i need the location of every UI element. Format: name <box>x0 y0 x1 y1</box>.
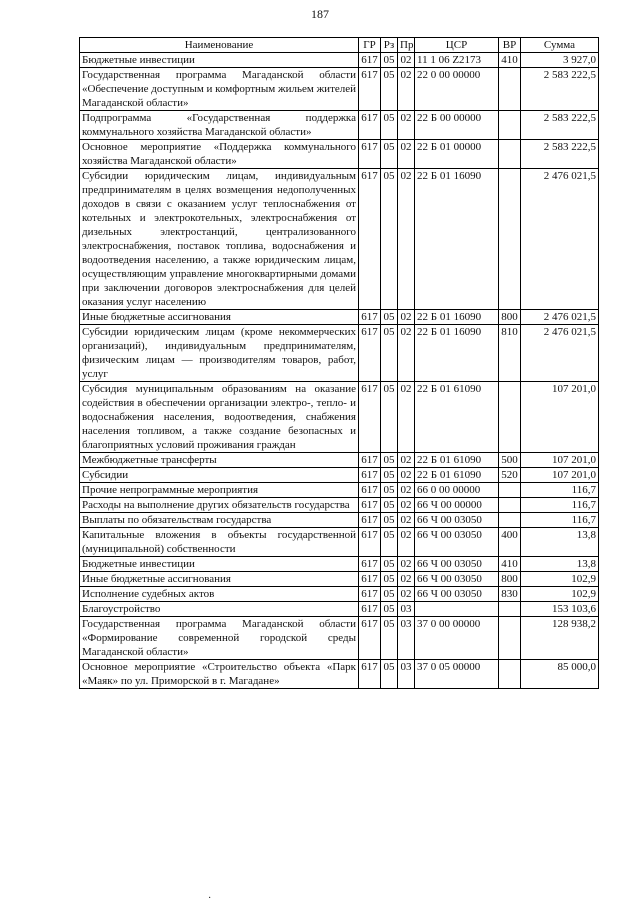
cell-rz: 05 <box>381 325 398 382</box>
cell-csr: 22 Б 01 16090 <box>415 325 499 382</box>
cell-sum: 13,8 <box>521 528 599 557</box>
cell-sum: 102,9 <box>521 587 599 602</box>
cell-gr: 617 <box>359 617 381 660</box>
cell-vr: 830 <box>499 587 521 602</box>
cell-vr <box>499 617 521 660</box>
cell-vr: 410 <box>499 53 521 68</box>
header-rz: Рз <box>381 38 398 53</box>
cell-vr <box>499 382 521 453</box>
cell-sum: 2 476 021,5 <box>521 325 599 382</box>
cell-gr: 617 <box>359 169 381 310</box>
cell-csr: 22 Б 01 16090 <box>415 169 499 310</box>
table-row <box>80 587 599 602</box>
cell-gr: 617 <box>359 483 381 498</box>
cell-rz: 05 <box>381 557 398 572</box>
cell-vr: 810 <box>499 325 521 382</box>
cell-name: Основное мероприятие «Поддержка коммунального хозяйства Магаданской области» <box>80 140 359 169</box>
table-row <box>80 483 599 498</box>
cell-vr: 800 <box>499 572 521 587</box>
cell-pr: 02 <box>398 68 415 111</box>
cell-name: Субсидии юридическим лицам, индивидуальным предпринимателям в целях возмещения недополученных доходов в связи с оказанием услуг теплоснабжения от котельных и электрокотельных, электроснабжения от дизельных электростанций, централизованного электроснабжения, поставок топлива, водоснабжения и водоотведения населению, а также юридическим лицам, осуществляющим управление многоквартирными домами при заключении договоров электроснабжения для целей оказания услуг населению <box>80 169 359 310</box>
table-row <box>80 111 599 140</box>
cell-name: Прочие непрограммные мероприятия <box>80 483 359 498</box>
cell-rz: 05 <box>381 528 398 557</box>
cell-vr: 400 <box>499 528 521 557</box>
cell-rz: 05 <box>381 498 398 513</box>
cell-csr <box>415 602 499 617</box>
cell-vr <box>499 483 521 498</box>
table-row <box>80 53 599 68</box>
cell-pr: 02 <box>398 587 415 602</box>
header-row <box>80 38 599 53</box>
cell-name: Бюджетные инвестиции <box>80 557 359 572</box>
cell-rz: 05 <box>381 660 398 689</box>
cell-pr: 02 <box>398 382 415 453</box>
cell-csr: 22 Б 01 61090 <box>415 382 499 453</box>
cell-vr <box>499 68 521 111</box>
cell-gr: 617 <box>359 325 381 382</box>
cell-name: Субсидия муниципальным образованиям на оказание содействия в обеспечении организации электро-, тепло- и водоснабжения населения, водоотведения, снабжения населения топливом, а также создание безопасных и благоприятных условий проживания граждан <box>80 382 359 453</box>
cell-pr: 02 <box>398 483 415 498</box>
cell-rz: 05 <box>381 468 398 483</box>
cell-vr: 520 <box>499 468 521 483</box>
cell-csr: 22 Б 00 00000 <box>415 111 499 140</box>
cell-name: Государственная программа Магаданской области «Обеспечение доступным и комфортным жильем жителей Магаданской области» <box>80 68 359 111</box>
table-row <box>80 513 599 528</box>
cell-pr: 02 <box>398 498 415 513</box>
cell-pr: 02 <box>398 528 415 557</box>
cell-pr: 03 <box>398 660 415 689</box>
cell-sum: 3 927,0 <box>521 53 599 68</box>
header-vr: ВР <box>499 38 521 53</box>
cell-rz: 05 <box>381 587 398 602</box>
cell-sum: 107 201,0 <box>521 453 599 468</box>
cell-name: Бюджетные инвестиции <box>80 53 359 68</box>
cell-gr: 617 <box>359 513 381 528</box>
cell-csr: 66 Ч 00 03050 <box>415 557 499 572</box>
cell-pr: 02 <box>398 310 415 325</box>
page-number: 187 <box>311 7 329 21</box>
cell-vr: 410 <box>499 557 521 572</box>
cell-name: Основное мероприятие «Строительство объекта «Парк «Маяк» по ул. Приморской в г. Магадане» <box>80 660 359 689</box>
cell-vr: 500 <box>499 453 521 468</box>
cell-pr: 02 <box>398 557 415 572</box>
cell-pr: 02 <box>398 572 415 587</box>
header-csr: ЦСР <box>415 38 499 53</box>
table-row <box>80 68 599 111</box>
cell-gr: 617 <box>359 498 381 513</box>
cell-csr: 66 0 00 00000 <box>415 483 499 498</box>
cell-rz: 05 <box>381 111 398 140</box>
cell-gr: 617 <box>359 468 381 483</box>
scan-dot: · <box>208 893 212 904</box>
cell-name: Благоустройство <box>80 602 359 617</box>
cell-pr: 02 <box>398 468 415 483</box>
cell-vr <box>499 111 521 140</box>
cell-vr <box>499 513 521 528</box>
cell-name: Иные бюджетные ассигнования <box>80 310 359 325</box>
cell-pr: 02 <box>398 111 415 140</box>
cell-csr: 66 Ч 00 03050 <box>415 528 499 557</box>
cell-gr: 617 <box>359 140 381 169</box>
table-row <box>80 325 599 382</box>
table-row <box>80 572 599 587</box>
table-row <box>80 602 599 617</box>
cell-sum: 102,9 <box>521 572 599 587</box>
cell-gr: 617 <box>359 528 381 557</box>
table-row <box>80 468 599 483</box>
table-row <box>80 310 599 325</box>
cell-csr: 37 0 05 00000 <box>415 660 499 689</box>
cell-vr <box>499 140 521 169</box>
cell-pr: 03 <box>398 602 415 617</box>
cell-pr: 02 <box>398 453 415 468</box>
cell-name: Исполнение судебных актов <box>80 587 359 602</box>
cell-pr: 02 <box>398 513 415 528</box>
cell-sum: 13,8 <box>521 557 599 572</box>
cell-sum: 116,7 <box>521 513 599 528</box>
cell-pr: 02 <box>398 169 415 310</box>
cell-name: Межбюджетные трансферты <box>80 453 359 468</box>
cell-gr: 617 <box>359 310 381 325</box>
cell-vr <box>499 498 521 513</box>
cell-gr: 617 <box>359 660 381 689</box>
table-row <box>80 140 599 169</box>
cell-sum: 2 583 222,5 <box>521 111 599 140</box>
header-pr: Пр <box>398 38 415 53</box>
cell-rz: 05 <box>381 382 398 453</box>
header-sum: Сумма <box>521 38 599 53</box>
cell-rz: 05 <box>381 453 398 468</box>
cell-rz: 05 <box>381 602 398 617</box>
cell-gr: 617 <box>359 68 381 111</box>
cell-gr: 617 <box>359 111 381 140</box>
cell-sum: 2 476 021,5 <box>521 310 599 325</box>
table-row <box>80 453 599 468</box>
cell-gr: 617 <box>359 572 381 587</box>
cell-gr: 617 <box>359 382 381 453</box>
cell-csr: 22 Б 01 61090 <box>415 453 499 468</box>
cell-csr: 66 Ч 00 03050 <box>415 513 499 528</box>
cell-vr <box>499 169 521 310</box>
cell-pr: 03 <box>398 617 415 660</box>
cell-sum: 128 938,2 <box>521 617 599 660</box>
cell-sum: 116,7 <box>521 483 599 498</box>
cell-vr <box>499 660 521 689</box>
cell-sum: 2 476 021,5 <box>521 169 599 310</box>
table-row <box>80 528 599 557</box>
cell-name: Субсидии юридическим лицам (кроме некоммерческих организаций), индивидуальным предпринимателям, физическим лицам — производителям товаров, работ, услуг <box>80 325 359 382</box>
cell-gr: 617 <box>359 602 381 617</box>
table-row <box>80 617 599 660</box>
header-name: Наименование <box>80 38 359 53</box>
table-row <box>80 169 599 310</box>
cell-csr: 37 0 00 00000 <box>415 617 499 660</box>
header-gr: ГР <box>359 38 381 53</box>
cell-rz: 05 <box>381 53 398 68</box>
cell-csr: 11 1 06 Z2173 <box>415 53 499 68</box>
cell-vr <box>499 602 521 617</box>
cell-name: Иные бюджетные ассигнования <box>80 572 359 587</box>
cell-name: Капитальные вложения в объекты государственной (муниципальной) собственности <box>80 528 359 557</box>
cell-csr: 66 Ч 00 00000 <box>415 498 499 513</box>
cell-name: Расходы на выполнение других обязательств государства <box>80 498 359 513</box>
cell-rz: 05 <box>381 310 398 325</box>
cell-gr: 617 <box>359 53 381 68</box>
cell-name: Выплаты по обязательствам государства <box>80 513 359 528</box>
cell-gr: 617 <box>359 453 381 468</box>
cell-csr: 66 Ч 00 03050 <box>415 587 499 602</box>
cell-rz: 05 <box>381 572 398 587</box>
cell-rz: 05 <box>381 140 398 169</box>
cell-pr: 02 <box>398 325 415 382</box>
cell-rz: 05 <box>381 483 398 498</box>
cell-rz: 05 <box>381 68 398 111</box>
table-row <box>80 557 599 572</box>
cell-csr: 22 Б 01 61090 <box>415 468 499 483</box>
cell-rz: 05 <box>381 169 398 310</box>
cell-vr: 800 <box>499 310 521 325</box>
cell-pr: 02 <box>398 53 415 68</box>
cell-sum: 107 201,0 <box>521 382 599 453</box>
cell-csr: 22 0 00 00000 <box>415 68 499 111</box>
cell-rz: 05 <box>381 617 398 660</box>
table-row <box>80 660 599 689</box>
cell-sum: 2 583 222,5 <box>521 68 599 111</box>
cell-sum: 107 201,0 <box>521 468 599 483</box>
cell-sum: 116,7 <box>521 498 599 513</box>
table-row <box>80 382 599 453</box>
cell-name: Подпрограмма «Государственная поддержка коммунального хозяйства Магаданской области» <box>80 111 359 140</box>
cell-rz: 05 <box>381 513 398 528</box>
cell-pr: 02 <box>398 140 415 169</box>
cell-sum: 2 583 222,5 <box>521 140 599 169</box>
table-row <box>80 498 599 513</box>
cell-csr: 22 Б 01 00000 <box>415 140 499 169</box>
cell-sum: 85 000,0 <box>521 660 599 689</box>
budget-table <box>79 37 599 689</box>
cell-sum: 153 103,6 <box>521 602 599 617</box>
cell-name: Государственная программа Магаданской области «Формирование современной городской среды Магаданской области» <box>80 617 359 660</box>
cell-csr: 66 Ч 00 03050 <box>415 572 499 587</box>
cell-gr: 617 <box>359 587 381 602</box>
cell-name: Субсидии <box>80 468 359 483</box>
cell-csr: 22 Б 01 16090 <box>415 310 499 325</box>
cell-gr: 617 <box>359 557 381 572</box>
